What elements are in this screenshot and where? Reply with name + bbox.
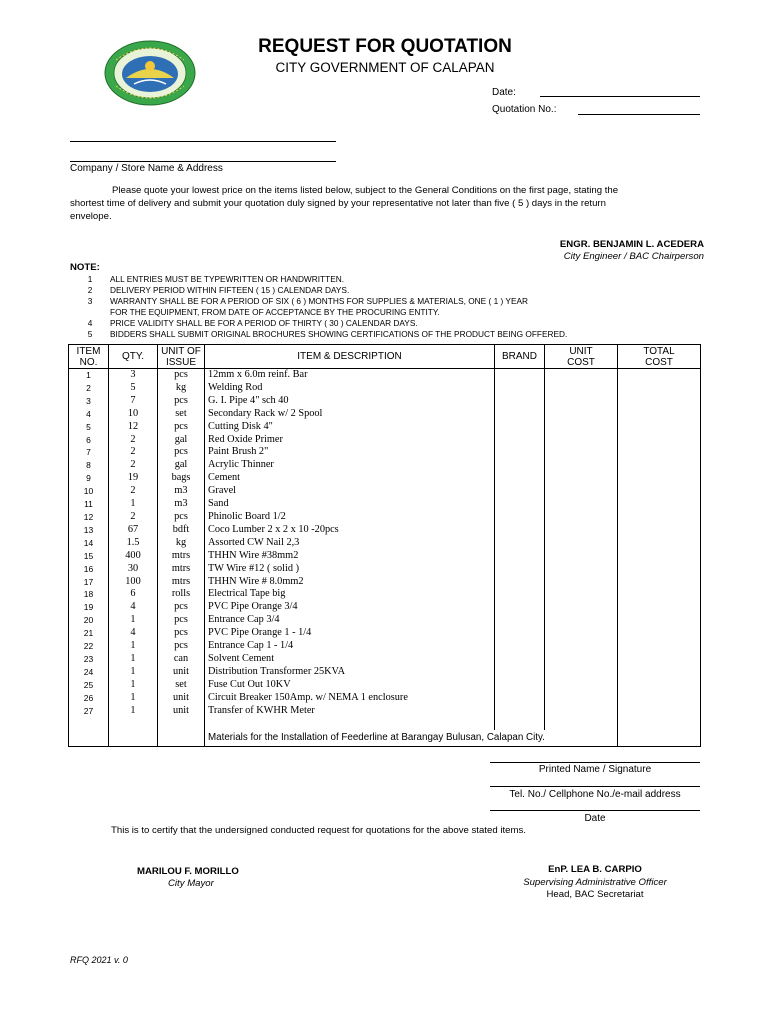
cell-brand[interactable] <box>495 627 545 640</box>
cell-item-no: 17 <box>69 576 109 589</box>
cell-unit: m3 <box>158 485 205 498</box>
certify-statement: This is to certify that the undersigned conducted request for quotations for the above stated items. <box>111 825 526 836</box>
cell-brand[interactable] <box>495 666 545 679</box>
printed-name-line[interactable] <box>490 762 700 763</box>
cell-brand[interactable] <box>495 563 545 576</box>
cell-unit-cost[interactable] <box>545 627 618 640</box>
cell-unit: pcs <box>158 511 205 524</box>
notes-heading: NOTE: <box>70 262 100 273</box>
table-row <box>69 382 701 395</box>
cell-qty: 1 <box>109 614 158 627</box>
table-row <box>69 459 701 472</box>
cell-total-cost[interactable] <box>618 653 701 666</box>
table-row <box>69 511 701 524</box>
cell-qty: 30 <box>109 563 158 576</box>
table-row <box>69 679 701 692</box>
cell-unit-cost[interactable] <box>545 421 618 434</box>
date-sign-label: Date <box>584 813 606 824</box>
cell-description: Entrance Cap 3/4 <box>205 614 495 627</box>
cell-description: Acrylic Thinner <box>205 459 495 472</box>
cell-total-cost[interactable] <box>618 421 701 434</box>
cell-brand[interactable] <box>495 446 545 459</box>
col-unit: UNIT OF ISSUE <box>158 345 205 369</box>
cell-total-cost[interactable] <box>618 576 701 589</box>
cell-empty <box>158 717 205 730</box>
note-text: FOR THE EQUIPMENT, FROM DATE OF ACCEPTANCE BY THE PROCURING ENTITY. <box>110 307 440 317</box>
contact-line[interactable] <box>490 786 700 787</box>
cell-empty <box>495 717 545 730</box>
cell-qty: 2 <box>109 511 158 524</box>
cell-brand[interactable] <box>495 550 545 563</box>
cell-unit-cost[interactable] <box>545 459 618 472</box>
cell-total-cost[interactable] <box>618 395 701 408</box>
cell-qty: 7 <box>109 395 158 408</box>
cell-item-no: 4 <box>69 408 109 421</box>
col-description: ITEM & DESCRIPTION <box>205 345 495 369</box>
cell-brand[interactable] <box>495 434 545 447</box>
cell-description: Red Oxide Primer <box>205 434 495 447</box>
company-name-line[interactable] <box>70 141 336 142</box>
cell-empty <box>158 730 205 747</box>
cell-description: Transfer of KWHR Meter <box>205 705 495 718</box>
cell-description: Phinolic Board 1/2 <box>205 511 495 524</box>
cell-description: Cutting Disk 4" <box>205 421 495 434</box>
cell-description: Electrical Tape big <box>205 588 495 601</box>
cell-empty <box>618 730 701 747</box>
table-row <box>69 705 701 718</box>
cell-item-no: 20 <box>69 614 109 627</box>
cell-description: Solvent Cement <box>205 653 495 666</box>
cell-description: THHN Wire # 8.0mm2 <box>205 576 495 589</box>
cell-brand[interactable] <box>495 472 545 485</box>
cell-description: 12mm x 6.0m reinf. Bar <box>205 369 495 382</box>
cell-item-no: 21 <box>69 627 109 640</box>
cell-qty: 2 <box>109 446 158 459</box>
cell-item-no: 2 <box>69 382 109 395</box>
cell-brand[interactable] <box>495 640 545 653</box>
table-row <box>69 692 701 705</box>
secretariat-name: EnP. LEA B. CARPIO <box>548 864 642 875</box>
cell-empty <box>545 717 618 730</box>
cell-total-cost[interactable] <box>618 627 701 640</box>
cell-unit: mtrs <box>158 563 205 576</box>
chair-name: ENGR. BENJAMIN L. ACEDERA <box>559 239 704 250</box>
table-row <box>69 666 701 679</box>
cell-total-cost[interactable] <box>618 446 701 459</box>
cell-brand[interactable] <box>495 485 545 498</box>
mayor-title: City Mayor <box>168 878 214 889</box>
cell-unit-cost[interactable] <box>545 666 618 679</box>
cell-item-no: 1 <box>69 369 109 382</box>
cell-unit-cost[interactable] <box>545 614 618 627</box>
cell-unit: pcs <box>158 446 205 459</box>
cell-brand[interactable] <box>495 382 545 395</box>
cell-brand[interactable] <box>495 524 545 537</box>
cell-total-cost[interactable] <box>618 369 701 382</box>
cell-unit: bdft <box>158 524 205 537</box>
cell-description: THHN Wire #38mm2 <box>205 550 495 563</box>
cell-description: Welding Rod <box>205 382 495 395</box>
cell-total-cost[interactable] <box>618 408 701 421</box>
mayor-name: MARILOU F. MORILLO <box>137 866 239 877</box>
cell-qty: 2 <box>109 434 158 447</box>
table-row <box>69 614 701 627</box>
items-table <box>68 344 701 747</box>
cell-total-cost[interactable] <box>618 524 701 537</box>
cell-item-no: 13 <box>69 524 109 537</box>
page-title: REQUEST FOR QUOTATION <box>258 36 512 57</box>
cell-unit-cost[interactable] <box>545 382 618 395</box>
cell-item-no: 14 <box>69 537 109 550</box>
note-item <box>70 329 670 340</box>
cell-qty: 1 <box>109 679 158 692</box>
cell-total-cost[interactable] <box>618 382 701 395</box>
cell-brand[interactable] <box>495 369 545 382</box>
table-row-purpose <box>69 730 701 747</box>
table-row <box>69 446 701 459</box>
table-row <box>69 563 701 576</box>
cell-qty: 1 <box>109 705 158 718</box>
cell-qty: 3 <box>109 369 158 382</box>
cell-qty: 2 <box>109 459 158 472</box>
company-label: Company / Store Name & Address <box>70 163 223 174</box>
note-text: PRICE VALIDITY SHALL BE FOR A PERIOD OF THIRTY ( 30 ) CALENDAR DAYS. <box>110 318 418 328</box>
table-row <box>69 485 701 498</box>
cell-brand[interactable] <box>495 614 545 627</box>
table-row <box>69 640 701 653</box>
cell-unit: m3 <box>158 498 205 511</box>
cell-item-no: 19 <box>69 601 109 614</box>
cell-unit: kg <box>158 382 205 395</box>
cell-brand[interactable] <box>495 395 545 408</box>
note-item <box>70 318 670 329</box>
cell-unit: gal <box>158 434 205 447</box>
cell-qty: 1.5 <box>109 537 158 550</box>
cell-qty: 67 <box>109 524 158 537</box>
cell-brand[interactable] <box>495 653 545 666</box>
cell-qty: 5 <box>109 382 158 395</box>
cell-item-no: 25 <box>69 679 109 692</box>
cell-empty <box>109 717 158 730</box>
cell-total-cost[interactable] <box>618 563 701 576</box>
chair-title: City Engineer / BAC Chairperson <box>563 251 704 262</box>
cell-brand[interactable] <box>495 408 545 421</box>
cell-total-cost[interactable] <box>618 666 701 679</box>
cell-brand[interactable] <box>495 511 545 524</box>
cell-unit-cost[interactable] <box>545 679 618 692</box>
cell-empty <box>205 717 495 730</box>
cell-item-no: 16 <box>69 563 109 576</box>
note-number: 2 <box>87 285 93 295</box>
cell-qty: 2 <box>109 485 158 498</box>
note-number: 4 <box>87 318 93 328</box>
printed-name-label: Printed Name / Signature <box>538 764 652 775</box>
table-row <box>69 421 701 434</box>
table-row <box>69 588 701 601</box>
cell-unit-cost[interactable] <box>545 434 618 447</box>
cell-total-cost[interactable] <box>618 614 701 627</box>
cell-description: Entrance Cap 1 - 1/4 <box>205 640 495 653</box>
col-qty: QTY. <box>109 345 158 369</box>
cell-brand[interactable] <box>495 576 545 589</box>
secretariat-title: Supervising Administrative Officer <box>523 877 667 888</box>
cell-unit: unit <box>158 666 205 679</box>
form-version: RFQ 2021 v. 0 <box>70 955 128 965</box>
company-address-line[interactable] <box>70 161 336 162</box>
cell-qty: 400 <box>109 550 158 563</box>
cell-unit-cost[interactable] <box>545 692 618 705</box>
cell-item-no: 26 <box>69 692 109 705</box>
date-sign-line[interactable] <box>490 810 700 811</box>
cell-total-cost[interactable] <box>618 459 701 472</box>
table-row <box>69 408 701 421</box>
cell-brand[interactable] <box>495 679 545 692</box>
table-row <box>69 537 701 550</box>
cell-unit: set <box>158 679 205 692</box>
cell-description: Distribution Transformer 25KVA <box>205 666 495 679</box>
cell-item-no: 18 <box>69 588 109 601</box>
cell-empty <box>69 717 109 730</box>
table-row <box>69 498 701 511</box>
cell-description: TW Wire #12 ( solid ) <box>205 563 495 576</box>
cell-total-cost[interactable] <box>618 550 701 563</box>
cell-qty: 12 <box>109 421 158 434</box>
cell-total-cost[interactable] <box>618 705 701 718</box>
cell-brand[interactable] <box>495 498 545 511</box>
table-row <box>69 550 701 563</box>
cell-item-no: 8 <box>69 459 109 472</box>
cell-item-no: 24 <box>69 666 109 679</box>
date-label: Date: <box>492 87 516 98</box>
table-row <box>69 653 701 666</box>
table-row <box>69 472 701 485</box>
cell-unit: can <box>158 653 205 666</box>
cell-total-cost[interactable] <box>618 434 701 447</box>
cell-total-cost[interactable] <box>618 588 701 601</box>
cell-qty: 1 <box>109 498 158 511</box>
cell-total-cost[interactable] <box>618 679 701 692</box>
note-text: BIDDERS SHALL SUBMIT ORIGINAL BROCHURES SHOWING CERTIFICATIONS OF THE PRODUCT BEING OFFERED. <box>110 329 568 339</box>
cell-item-no: 15 <box>69 550 109 563</box>
cell-qty: 19 <box>109 472 158 485</box>
note-item <box>70 307 670 318</box>
cell-item-no: 3 <box>69 395 109 408</box>
table-row <box>69 627 701 640</box>
cell-qty: 6 <box>109 588 158 601</box>
cell-item-no: 23 <box>69 653 109 666</box>
col-item-no: ITEM NO. <box>69 345 109 369</box>
table-row <box>69 434 701 447</box>
cell-brand[interactable] <box>495 421 545 434</box>
notes-list <box>70 274 670 340</box>
cell-qty: 1 <box>109 640 158 653</box>
cell-unit: pcs <box>158 395 205 408</box>
purpose-text: Materials for the Installation of Feederline at Barangay Bulusan, Calapan City. <box>205 730 618 747</box>
note-number: 5 <box>87 329 93 339</box>
cell-description: PVC Pipe Orange 1 - 1/4 <box>205 627 495 640</box>
cell-empty <box>109 730 158 747</box>
col-unit-cost: UNIT COST <box>545 345 618 369</box>
quotation-no-label: Quotation No.: <box>492 104 557 115</box>
cell-item-no: 10 <box>69 485 109 498</box>
cell-unit: mtrs <box>158 576 205 589</box>
cell-total-cost[interactable] <box>618 537 701 550</box>
note-text: ALL ENTRIES MUST BE TYPEWRITTEN OR HANDWRITTEN. <box>110 274 345 284</box>
cell-unit: bags <box>158 472 205 485</box>
cell-unit: unit <box>158 692 205 705</box>
cell-unit-cost[interactable] <box>545 601 618 614</box>
cell-brand[interactable] <box>495 601 545 614</box>
cell-unit: pcs <box>158 369 205 382</box>
cell-unit: pcs <box>158 421 205 434</box>
table-row <box>69 395 701 408</box>
cell-unit-cost[interactable] <box>545 563 618 576</box>
table-row <box>69 576 701 589</box>
cell-description: Coco Lumber 2 x 2 x 10 -20pcs <box>205 524 495 537</box>
cell-unit-cost[interactable] <box>545 446 618 459</box>
note-number: 3 <box>87 296 93 306</box>
intro-paragraph: Please quote your lowest price on the items listed below, subject to the General Conditions on the first page, stating the shortest time of delivery and submit your quotation duly signed by your representative not later than five ( 5 ) days in the return envelope. <box>70 185 619 222</box>
cell-unit-cost[interactable] <box>545 395 618 408</box>
quotation-no-field[interactable] <box>578 114 700 115</box>
cell-total-cost[interactable] <box>618 511 701 524</box>
cell-description: Circuit Breaker 150Amp. w/ NEMA 1 enclosure <box>205 692 495 705</box>
cell-unit-cost[interactable] <box>545 576 618 589</box>
cell-unit-cost[interactable] <box>545 550 618 563</box>
cell-brand[interactable] <box>495 537 545 550</box>
note-item <box>70 285 670 296</box>
cell-item-no: 7 <box>69 446 109 459</box>
cell-qty: 4 <box>109 601 158 614</box>
cell-unit: rolls <box>158 588 205 601</box>
secretariat-role: Head, BAC Secretariat <box>546 889 644 900</box>
cell-description: Gravel <box>205 485 495 498</box>
cell-description: Secondary Rack w/ 2 Spool <box>205 408 495 421</box>
cell-empty <box>69 730 109 747</box>
cell-unit: pcs <box>158 614 205 627</box>
note-number <box>70 307 110 318</box>
cell-unit: pcs <box>158 601 205 614</box>
cell-total-cost[interactable] <box>618 498 701 511</box>
cell-unit-cost[interactable] <box>545 537 618 550</box>
cell-unit-cost[interactable] <box>545 705 618 718</box>
cell-qty: 100 <box>109 576 158 589</box>
cell-unit-cost[interactable] <box>545 524 618 537</box>
cell-unit-cost[interactable] <box>545 472 618 485</box>
cell-item-no: 22 <box>69 640 109 653</box>
cell-description: Sand <box>205 498 495 511</box>
note-item <box>70 296 670 307</box>
cell-total-cost[interactable] <box>618 472 701 485</box>
cell-unit: gal <box>158 459 205 472</box>
cell-empty <box>618 717 701 730</box>
note-number: 1 <box>87 274 93 284</box>
cell-unit-cost[interactable] <box>545 653 618 666</box>
cell-total-cost[interactable] <box>618 640 701 653</box>
cell-unit-cost[interactable] <box>545 485 618 498</box>
cell-unit: set <box>158 408 205 421</box>
cell-description: Fuse Cut Out 10KV <box>205 679 495 692</box>
table-row-empty <box>69 717 701 730</box>
cell-description: Assorted CW Nail 2,3 <box>205 537 495 550</box>
cell-qty: 4 <box>109 627 158 640</box>
cell-total-cost[interactable] <box>618 692 701 705</box>
cell-unit: unit <box>158 705 205 718</box>
cell-unit-cost[interactable] <box>545 588 618 601</box>
cell-total-cost[interactable] <box>618 601 701 614</box>
cell-description: PVC Pipe Orange 3/4 <box>205 601 495 614</box>
cell-unit-cost[interactable] <box>545 408 618 421</box>
cell-total-cost[interactable] <box>618 485 701 498</box>
cell-unit-cost[interactable] <box>545 369 618 382</box>
cell-item-no: 27 <box>69 705 109 718</box>
cell-item-no: 11 <box>69 498 109 511</box>
cell-qty: 1 <box>109 653 158 666</box>
cell-qty: 10 <box>109 408 158 421</box>
cell-brand[interactable] <box>495 705 545 718</box>
table-row <box>69 369 701 382</box>
cell-item-no: 12 <box>69 511 109 524</box>
cell-unit: pcs <box>158 640 205 653</box>
table-row <box>69 524 701 537</box>
cell-unit-cost[interactable] <box>545 498 618 511</box>
date-field[interactable] <box>540 96 700 97</box>
cell-unit: kg <box>158 537 205 550</box>
cell-unit-cost[interactable] <box>545 640 618 653</box>
cell-description: Cement <box>205 472 495 485</box>
col-total-cost: TOTAL COST <box>618 345 701 369</box>
cell-unit-cost[interactable] <box>545 511 618 524</box>
cell-description: Paint Brush 2" <box>205 446 495 459</box>
cell-item-no: 5 <box>69 421 109 434</box>
contact-label: Tel. No./ Cellphone No./e-mail address <box>509 789 681 800</box>
cell-brand[interactable] <box>495 692 545 705</box>
cell-brand[interactable] <box>495 459 545 472</box>
page-subtitle: CITY GOVERNMENT OF CALAPAN <box>275 60 495 75</box>
col-brand: BRAND <box>495 345 545 369</box>
note-item <box>70 274 670 285</box>
cell-item-no: 9 <box>69 472 109 485</box>
cell-qty: 1 <box>109 692 158 705</box>
table-row <box>69 601 701 614</box>
cell-item-no: 6 <box>69 434 109 447</box>
cell-brand[interactable] <box>495 588 545 601</box>
cell-description: G. I. Pipe 4" sch 40 <box>205 395 495 408</box>
cell-unit: pcs <box>158 627 205 640</box>
note-text: DELIVERY PERIOD WITHIN FIFTEEN ( 15 ) CALENDAR DAYS. <box>110 285 350 295</box>
cell-qty: 1 <box>109 666 158 679</box>
cell-unit: mtrs <box>158 550 205 563</box>
note-text: WARRANTY SHALL BE FOR A PERIOD OF SIX ( 6 ) MONTHS FOR SUPPLIES & MATERIALS, ONE ( 1 ) YEAR <box>110 296 529 306</box>
